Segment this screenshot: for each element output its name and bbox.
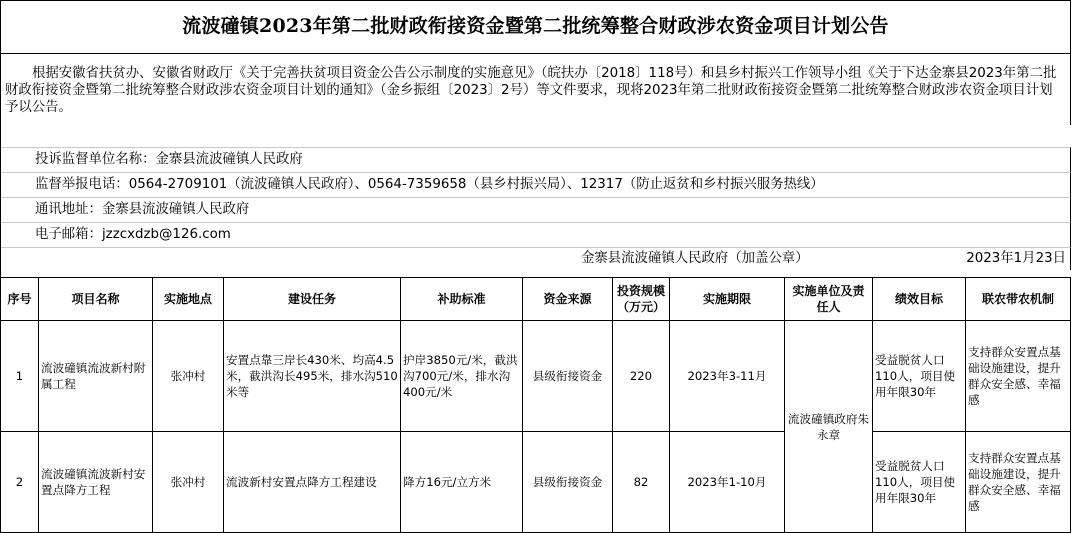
header-subsidy: 补助标准 xyxy=(401,278,523,321)
cell-location: 张冲村 xyxy=(153,321,224,432)
report-phone-line: 监督举报电话：0564-2709101（流波䃥镇人民政府）、0564-7359658（县乡村振兴局）、12317（防止返贫和乡村振兴服务热线） xyxy=(1,172,1071,197)
cell-period: 2023年1-10月 xyxy=(670,432,785,533)
announcement-title: 流波䃥镇2023年第二批财政衔接资金暨第二批统筹整合财政涉农资金项目计划公告 xyxy=(1,1,1071,54)
cell-fund-source: 县级衔接资金 xyxy=(523,432,613,533)
cell-unit-merged: 流波䃥镇政府朱永章 xyxy=(785,321,873,533)
header-period: 实施期限 xyxy=(670,278,785,321)
cell-investment: 82 xyxy=(613,432,670,533)
header-fund-source: 资金来源 xyxy=(523,278,613,321)
header-goal: 绩效目标 xyxy=(873,278,966,321)
cell-fund-source: 县级衔接资金 xyxy=(523,321,613,432)
header-mechanism: 联农带农机制 xyxy=(966,278,1071,321)
cell-name: 流波䃥镇流波新村安置点降方工程 xyxy=(39,432,153,533)
table-row xyxy=(1,321,1071,432)
intro-paragraph: 根据安徽省扶贫办、安徽省财政厅《关于完善扶贫项目资金公告公示制度的实施意见》（皖扶办〔2018〕118号）和县乡村振兴工作领导小组《关于下达金寨县2023年第二批财政衔接资金暨第二批统筹整合财政涉农资金项目计划的通知》（金乡振组〔2023〕2号）等文件要求，现将2023年第二批财政衔接资金暨第二批统筹整合财政涉农资金项目计划予以公告。 xyxy=(1,54,1071,125)
cell-subsidy: 护岸3850元/米，截洪沟700元/米，排水沟400元/米 xyxy=(401,321,523,432)
cell-task: 安置点靠三岸长430米、均高4.5米，截洪沟长495米，排水沟510米等 xyxy=(224,321,401,432)
cell-seq: 1 xyxy=(1,321,39,432)
address-line: 通讯地址：金寨县流波䃥镇人民政府 xyxy=(1,197,1071,222)
header-location: 实施地点 xyxy=(153,278,224,321)
signature-row xyxy=(1,247,1071,270)
project-plan-table xyxy=(0,277,1071,533)
table-header-row xyxy=(1,278,1071,321)
signature-date: 2023年1月23日 xyxy=(966,251,1066,266)
cell-location: 张冲村 xyxy=(153,432,224,533)
cell-period: 2023年3-11月 xyxy=(670,321,785,432)
cell-mechanism: 支持群众安置点基础设施建设，提升群众安全感、幸福感 xyxy=(966,321,1071,432)
cell-goal: 受益脱贫人口110人，项目使用年限30年 xyxy=(873,321,966,432)
cell-name: 流波䃥镇流波新村附属工程 xyxy=(39,321,153,432)
cell-goal: 受益脱贫人口110人，项目使用年限30年 xyxy=(873,432,966,533)
header-unit: 实施单位及责任人 xyxy=(785,278,873,321)
header-name: 项目名称 xyxy=(39,278,153,321)
table-row xyxy=(1,432,1071,533)
header-seq: 序号 xyxy=(1,278,39,321)
cell-mechanism: 支持群众安置点基础设施建设，提升群众安全感、幸福感 xyxy=(966,432,1071,533)
cell-task: 流波新村安置点降方工程建设 xyxy=(224,432,401,533)
email-line: 电子邮箱：jzzcxdzb@126.com xyxy=(1,222,1071,247)
cell-subsidy: 降方16元/立方米 xyxy=(401,432,523,533)
complaint-unit-line: 投诉监督单位名称：金寨县流波䃥镇人民政府 xyxy=(1,147,1071,172)
header-investment: 投资规模（万元） xyxy=(613,278,670,321)
cell-investment: 220 xyxy=(613,321,670,432)
cell-seq: 2 xyxy=(1,432,39,533)
signature-org: 金寨县流波䃥镇人民政府（加盖公章） xyxy=(581,251,809,266)
header-task: 建设任务 xyxy=(224,278,401,321)
